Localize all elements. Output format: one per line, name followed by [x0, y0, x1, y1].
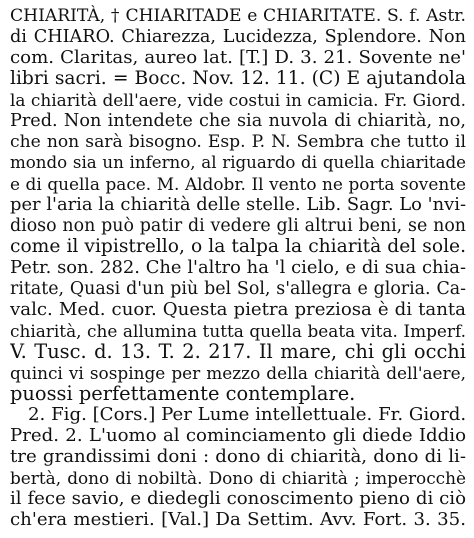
entry-line-12: come il vipistrello, o la talpa la chiarità del sole. — [10, 236, 466, 257]
entry-line-3: com. Claritas, aureo lat. [T.] D. 3. 21. Sovente ne' — [10, 47, 466, 68]
entry-line-8: mondo sia un inferno, al riguardo di quella chiaritade — [10, 153, 466, 172]
entry-line-23: bertà, dono di nobiltà. Dono di chiarità ; imperocchè — [10, 468, 466, 488]
entry-line-14: ritate, Quasi d'un più bel Sol, s'allegra e gloria. Ca- — [10, 279, 466, 299]
entry-line-13: Petr. son. 282. Che l'altro ha 'l cielo, e di sua chia- — [10, 257, 466, 278]
entry-line-17: V. Tusc. d. 13. T. 2. 217. Il mare, chi gli occhi — [10, 340, 466, 363]
entry-line-5: la chiarità dell'aere, vide costui in camicia. Fr. Giord. — [10, 90, 466, 110]
entry-line-9: e di quella pace. M. Aldobr. Il vento ne porta sovente — [10, 174, 466, 194]
entry-line-21: Pred. 2. L'uomo al cominciamento gli diede Iddio — [10, 425, 466, 446]
entry-line-4: libri sacri. = Bocc. Nov. 12. 11. (C) E ajutandola — [10, 68, 466, 89]
entry-line-15: valc. Med. cuor. Questa pietra preziosa è di tanta — [10, 299, 466, 320]
entry-line-11: dioso non può patir di vedere gli altrui beni, se non — [10, 216, 466, 236]
entry-line-24: il fece savio, e diedegli conoscimento pieno di ciò — [10, 488, 466, 509]
entry-line-16: chiarità, che allumina tutta quella beata vita. Imperf. — [10, 321, 466, 341]
entry-line-10: per l'aria la chiarità delle stelle. Lib. Sagr. Lo 'nvi- — [10, 194, 466, 215]
entry-line-22: tre grandissimi doni : dono di chiarità, dono di li- — [10, 446, 466, 467]
entry-line-19: puossi perfettamente contemplare. — [10, 382, 356, 405]
entry-line-6: Pred. Non intendete che sia nuvola di chiarità, no, — [10, 111, 466, 131]
entry-line-2: di CHIARO. Chiarezza, Lucidezza, Splendore. Non — [10, 27, 466, 47]
entry-line-18: quinci vi sospinge per mezzo della chiarità dell'aere, — [10, 363, 466, 383]
entry-line-25: ch'era mestieri. [Val.] Da Settim. Avv. Fort. 3. 35. — [10, 509, 466, 530]
entry-line-7: che non sarà bisogno. Esp. P. N. Sembra che tutto il — [10, 132, 466, 152]
entry-line-20: 2. Fig. [Cors.] Per Lume intellettuale. Fr. Giord. — [28, 404, 466, 425]
entry-line-1: CHIARITÀ, † CHIARITADE e CHIARITATE. S. f. Astr. — [10, 6, 466, 26]
